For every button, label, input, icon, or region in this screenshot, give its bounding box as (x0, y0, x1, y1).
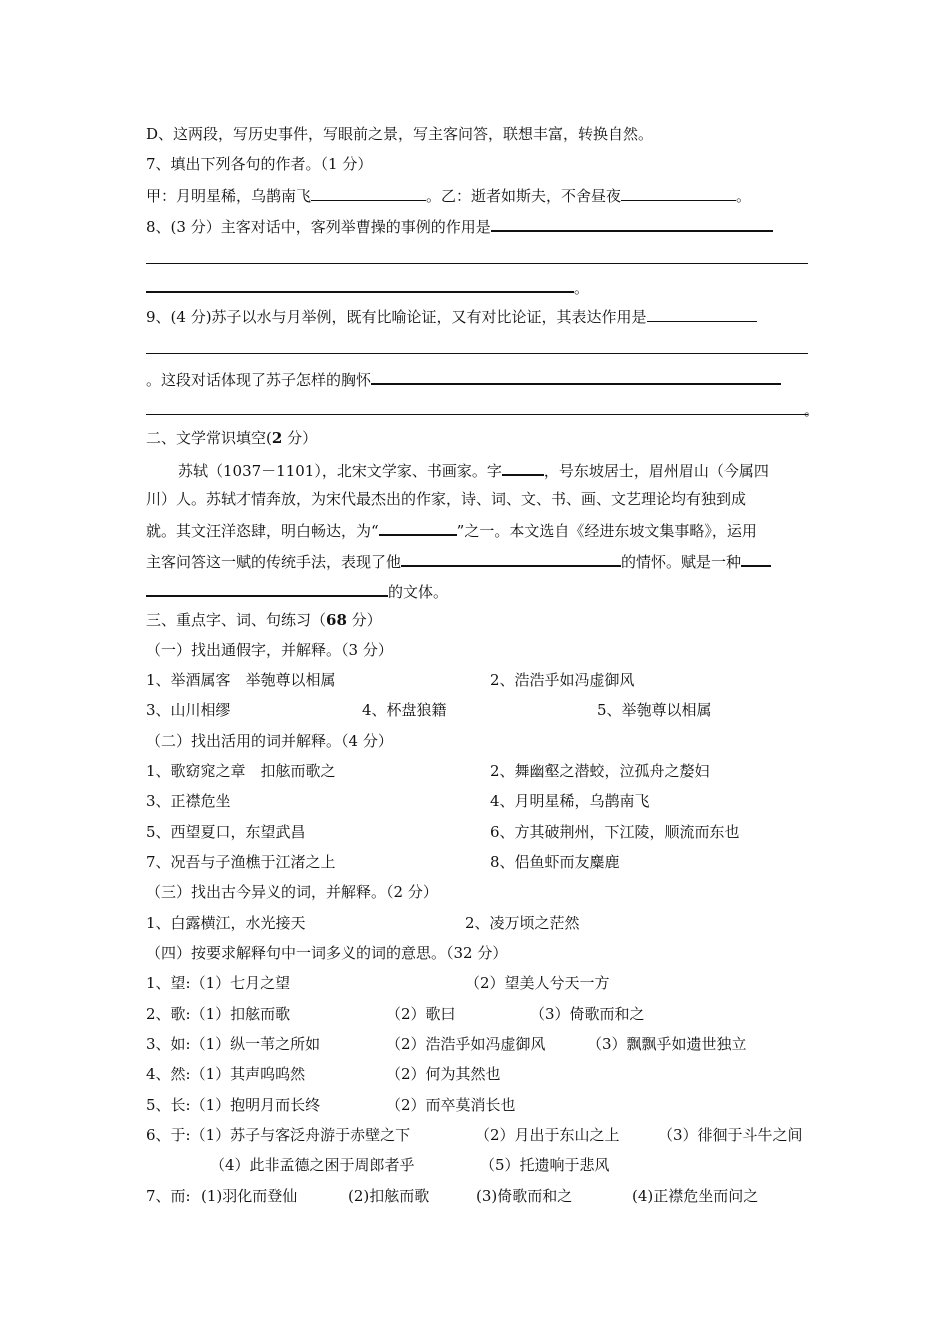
sec2-feeling-blank[interactable] (401, 550, 621, 567)
sec2-p1-text: 苏轼（1037－1101），北宋文学家、书画家。字 (178, 462, 502, 480)
q7-end: 。 (736, 187, 752, 205)
sec3-2-item-3: 3、正襟危坐 (146, 792, 231, 810)
polysemy-ru-3: （3）飘飘乎如遗世独立 (587, 1035, 747, 1053)
polysemy-er-3: (3)倚歌而和之 (476, 1187, 573, 1205)
polysemy-ran-2: （2）何为其然也 (386, 1065, 501, 1083)
q6-option-d: D、这两段，写历史事件，写眼前之景，写主客问答，联想丰富，转换自然。 (146, 125, 654, 143)
polysemy-er-4: (4)正襟危坐而问之 (632, 1187, 759, 1205)
polysemy-ru-1: 3、如:（1）纵一苇之所如 (146, 1035, 321, 1053)
polysemy-yu-5: （5）托遗响于悲风 (480, 1156, 610, 1174)
sec3-3-item-2: 2、凌万顷之茫然 (465, 914, 580, 932)
sec3-4-title: （四）按要求解释句中一词多义的词的意思。（32 分） (146, 944, 508, 962)
sec2-p4 (146, 550, 771, 572)
sec3-1-item-3: 3、山川相缪 (146, 701, 231, 719)
sec2-p3-text: 就。其文汪洋恣肆，明白畅达，为“ (146, 522, 379, 540)
q7-a-blank[interactable] (311, 185, 426, 201)
polysemy-wang-1: 1、望:（1）七月之望 (146, 974, 291, 992)
sec3-2-item-8: 8、侣鱼虾而友麋鹿 (490, 853, 620, 871)
sec2-genre-blank-2[interactable] (146, 580, 388, 597)
polysemy-ru-2: （2）浩浩乎如冯虚御风 (386, 1035, 546, 1053)
sec3-title-unit: 分） (346, 611, 382, 629)
q8-line-3 (146, 276, 589, 298)
sec2-title (146, 428, 317, 448)
q9-blank-4[interactable] (146, 414, 808, 415)
q7-b-blank[interactable] (621, 185, 736, 201)
q7-title: 7、填出下列各句的作者。（1 分） (146, 155, 373, 173)
polysemy-chang-2: （2）而卒莫消长也 (386, 1096, 516, 1114)
sec2-p4-text: 主客问答这一赋的传统手法，表现了他 (146, 553, 402, 571)
polysemy-ran-1: 4、然:（1）其声呜呜然 (146, 1065, 306, 1083)
sec2-p4-rest: 的情怀。赋是一种 (621, 553, 742, 571)
sec3-1-item-1: 1、举酒属客 举匏尊以相属 (146, 671, 336, 689)
q7-b-text: 。乙：逝者如斯夫，不舍昼夜 (426, 187, 622, 205)
sec3-2-item-4: 4、月明星稀，乌鹊南飞 (490, 792, 650, 810)
q9-text: 9、(4 分)苏子以水与月举例，既有比喻论证，又有对比论证，其表达作用是 (146, 308, 647, 326)
q7-line (146, 185, 751, 206)
sec3-3-title: （三）找出古今异义的词，并解释。（2 分） (146, 883, 438, 901)
sec3-2-item-7: 7、况吾与子渔樵于江渚之上 (146, 853, 336, 871)
q8-line (146, 215, 773, 237)
sec3-2-item-2: 2、舞幽壑之潜蛟，泣孤舟之嫠妇 (490, 762, 710, 780)
q8-blank-3[interactable] (146, 276, 574, 293)
sec3-title (146, 610, 382, 630)
sec3-1-item-5: 5、举匏尊以相属 (597, 701, 712, 719)
sec2-masters-blank[interactable] (379, 519, 457, 536)
sec2-p1 (178, 459, 769, 481)
sec3-2-item-5: 5、西望夏口，东望武昌 (146, 823, 306, 841)
polysemy-yu-4: （4）此非孟德之困于周郎者乎 (210, 1156, 415, 1174)
q8-text: 8、(3 分）主客对话中，客列举曹操的事例的作用是 (146, 218, 491, 236)
sec2-p3 (146, 519, 757, 541)
sec3-1-item-2: 2、浩浩乎如冯虚御风 (490, 671, 635, 689)
sec3-1-item-4: 4、杯盘狼籍 (362, 701, 447, 719)
sec2-p1-rest: ，号东坡居士，眉州眉山（今属四 (543, 462, 769, 480)
sec2-genre-blank-1[interactable] (741, 550, 771, 567)
sec3-title-text: 三、重点字、词、句练习（ (146, 611, 327, 629)
sec2-p5-text: 的文体。 (388, 583, 449, 601)
sec2-title-unit: 分） (282, 429, 318, 447)
q8-end: 。 (574, 279, 590, 297)
polysemy-yu-1: 6、于:（1）苏子与客泛舟游于赤壁之下 (146, 1126, 411, 1144)
q9-blank-3[interactable] (371, 368, 781, 385)
sec3-score: 68 (326, 611, 347, 629)
polysemy-wang-2: （2）望美人兮天一方 (465, 974, 610, 992)
q9-blank-1[interactable] (647, 306, 757, 322)
sec2-p2: 川）人。苏轼才情奔放，为宋代最杰出的作家，诗、词、文、书、画、文艺理论均有独到成 (146, 490, 747, 508)
sec2-p5 (146, 580, 448, 602)
polysemy-yu-3: （3）徘徊于斗牛之间 (658, 1126, 803, 1144)
q9-second: 。这段对话体现了苏子怎样的胸怀 (146, 371, 372, 389)
polysemy-chang-1: 5、长:（1）抱明月而长终 (146, 1096, 321, 1114)
sec3-2-title: （二）找出活用的词并解释。（4 分） (146, 732, 393, 750)
sec2-title-text: 二、文学常识填空( (146, 429, 272, 447)
q8-blank-2[interactable] (146, 263, 808, 264)
polysemy-ge-2: （2）歌曰 (386, 1005, 456, 1023)
q9-end: 。 (804, 401, 820, 419)
q9-line-3 (146, 368, 781, 390)
sec2-courtesy-name-blank[interactable] (502, 459, 544, 476)
polysemy-er-2: (2)扣舷而歌 (348, 1187, 430, 1205)
sec3-2-item-1: 1、歌窈窕之章 扣舷而歌之 (146, 762, 336, 780)
sec3-3-item-1: 1、白露横江，水光接天 (146, 914, 306, 932)
sec2-score: 2 (271, 429, 283, 447)
q9-blank-2[interactable] (146, 353, 808, 354)
polysemy-er-label: 7、而: (146, 1187, 191, 1205)
polysemy-er-1: (1)羽化而登仙 (201, 1187, 298, 1205)
polysemy-ge-3: （3）倚歌而和之 (530, 1005, 645, 1023)
sec3-1-title: （一）找出通假字，并解释。（3 分） (146, 641, 393, 659)
sec3-2-item-6: 6、方其破荆州，下江陵，顺流而东也 (490, 823, 740, 841)
polysemy-yu-2: （2）月出于东山之上 (475, 1126, 620, 1144)
q8-blank-1[interactable] (491, 215, 773, 232)
sec2-p3-rest: ”之一。本文选自《经进东坡文集事略》，运用 (456, 522, 757, 540)
polysemy-ge-1: 2、歌:（1）扣舷而歌 (146, 1005, 291, 1023)
q7-a-text: 甲：月明星稀，乌鹊南飞 (146, 187, 312, 205)
q9-line (146, 306, 757, 327)
